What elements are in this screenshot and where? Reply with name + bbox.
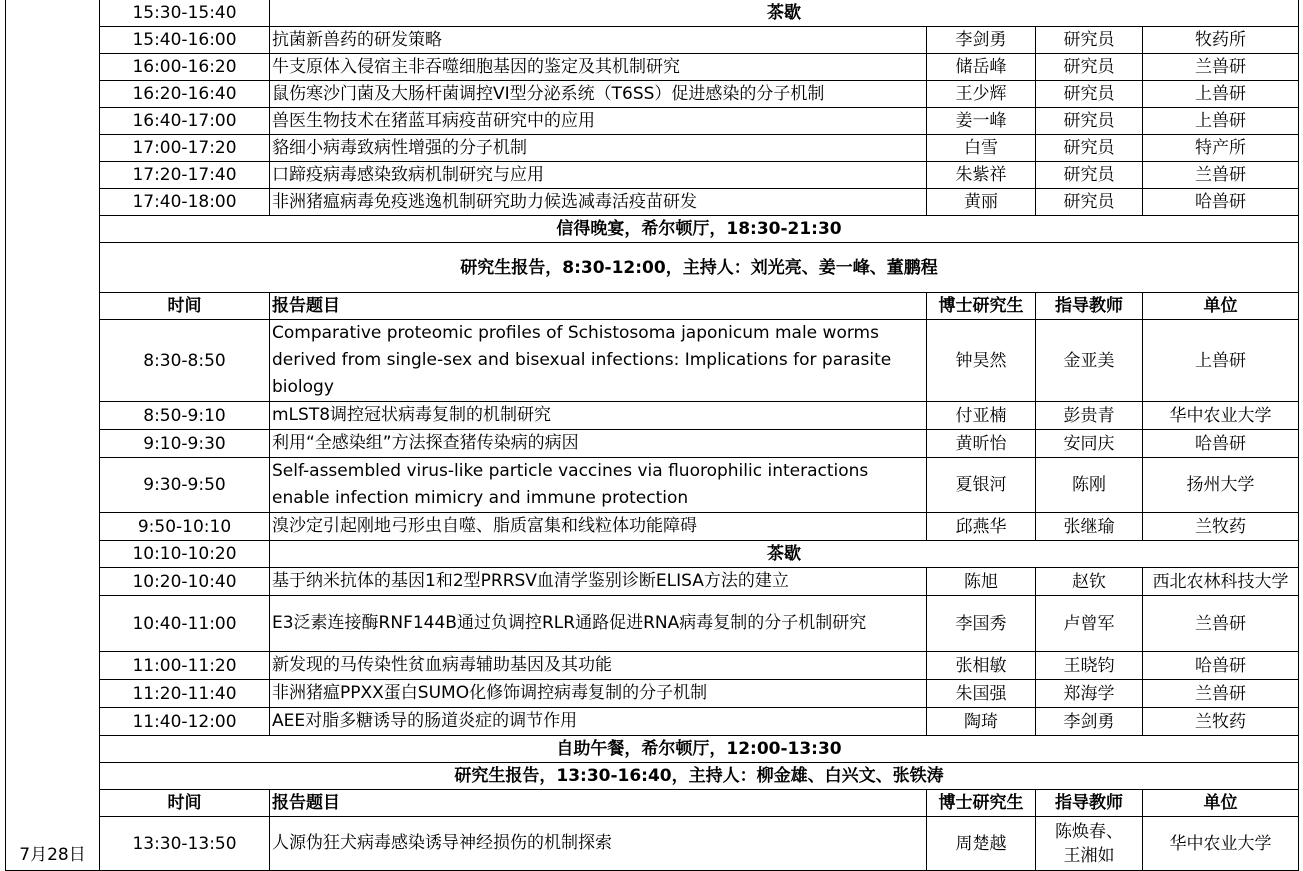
time-cell: 16:00-16:20 (100, 54, 270, 81)
table-row (6, 817, 1299, 871)
speaker-name: 王少辉 (927, 81, 1036, 108)
table-row (6, 680, 1299, 708)
table-row (6, 568, 1299, 596)
student-name: 黄昕怡 (927, 430, 1036, 458)
time-cell: 9:10-9:30 (100, 430, 270, 458)
time-cell: 17:00-17:20 (100, 135, 270, 162)
student-name: 陈旭 (927, 568, 1036, 596)
table-row (6, 790, 1299, 817)
dinner-banner: 信得晚宴，希尔顿厅，18:30-21:30 (100, 216, 1299, 243)
unit-name: 兰牧药 (1143, 708, 1299, 736)
talk-title: 貉细小病毒致病性增强的分子机制 (270, 135, 927, 162)
speaker-position: 研究员 (1036, 54, 1143, 81)
talk-title: 抗菌新兽药的研发策略 (270, 27, 927, 54)
talk-title: 基于纳米抗体的基因1和2型PRRSV血清学鉴别诊断ELISA方法的建立 (270, 568, 927, 596)
table-row (6, 27, 1299, 54)
student-name: 陶琦 (927, 708, 1036, 736)
date-cell: 7月28日 (6, 243, 100, 871)
speaker-position: 研究员 (1036, 135, 1143, 162)
header-time: 时间 (100, 293, 270, 320)
header-advisor: 指导教师 (1036, 790, 1143, 817)
break-label: 茶歇 (270, 541, 1299, 568)
table-row (6, 216, 1299, 243)
speaker-unit: 兰兽研 (1143, 162, 1299, 189)
talk-title: 利用“全感染组”方法探查猪传染病的病因 (270, 430, 927, 458)
header-time: 时间 (100, 790, 270, 817)
student-name: 周楚越 (927, 817, 1036, 871)
time-cell: 9:30-9:50 (100, 458, 270, 513)
student-name: 张相敏 (927, 652, 1036, 680)
header-unit: 单位 (1143, 293, 1299, 320)
advisor-name: 陈焕春、王湘如 (1036, 817, 1143, 871)
talk-title: Self-assembled virus-like particle vaccines via fluorophilic interactions enable infection mimicry and immune protection (270, 458, 927, 513)
talk-title: 牛支原体入侵宿主非吞噬细胞基因的鉴定及其机制研究 (270, 54, 927, 81)
advisor-name: 卢曾军 (1036, 596, 1143, 652)
table-row (6, 736, 1299, 763)
student-name: 钟昊然 (927, 320, 1036, 402)
unit-name: 兰兽研 (1143, 680, 1299, 708)
student-name: 邱燕华 (927, 513, 1036, 541)
unit-name: 兰兽研 (1143, 596, 1299, 652)
talk-title: Comparative proteomic profiles of Schistosoma japonicum male worms derived from single-sex and bisexual infections: Implications for parasite biology (270, 320, 927, 402)
table-row (6, 293, 1299, 320)
header-title: 报告题目 (270, 790, 927, 817)
speaker-position: 研究员 (1036, 162, 1143, 189)
session-heading-morning: 研究生报告，8:30-12:00，主持人：刘光亮、姜一峰、董鹏程 (100, 243, 1299, 293)
table-row (6, 763, 1299, 790)
table-row (6, 135, 1299, 162)
unit-name: 西北农林科技大学 (1143, 568, 1299, 596)
unit-name: 扬州大学 (1143, 458, 1299, 513)
time-cell: 10:20-10:40 (100, 568, 270, 596)
time-cell: 8:50-9:10 (100, 402, 270, 430)
talk-title: AEE对脂多糖诱导的肠道炎症的调节作用 (270, 708, 927, 736)
speaker-unit: 哈兽研 (1143, 189, 1299, 216)
table-row (6, 320, 1299, 402)
header-student: 博士研究生 (927, 790, 1036, 817)
header-student: 博士研究生 (927, 293, 1036, 320)
talk-title: E3泛素连接酶RNF144B通过负调控RLR通路促进RNA病毒复制的分子机制研究 (270, 596, 927, 652)
student-name: 朱国强 (927, 680, 1036, 708)
unit-name: 哈兽研 (1143, 430, 1299, 458)
time-cell: 10:10-10:20 (100, 541, 270, 568)
time-cell: 11:20-11:40 (100, 680, 270, 708)
speaker-position: 研究员 (1036, 27, 1143, 54)
advisor-name: 赵钦 (1036, 568, 1143, 596)
unit-name: 华中农业大学 (1143, 817, 1299, 871)
time-cell: 9:50-10:10 (100, 513, 270, 541)
session-heading-afternoon: 研究生报告，13:30-16:40，主持人：柳金雄、白兴文、张铁涛 (100, 763, 1299, 790)
time-cell: 15:30-15:40 (100, 0, 270, 27)
table-row (6, 652, 1299, 680)
talk-title: 溴沙定引起刚地弓形虫自噬、脂质富集和线粒体功能障碍 (270, 513, 927, 541)
talk-title: 口蹄疫病毒感染致病机制研究与应用 (270, 162, 927, 189)
time-cell: 15:40-16:00 (100, 27, 270, 54)
table-row (6, 243, 1299, 293)
table-row (6, 189, 1299, 216)
unit-name: 上兽研 (1143, 320, 1299, 402)
table-row (6, 458, 1299, 513)
speaker-name: 储岳峰 (927, 54, 1036, 81)
talk-title: 新发现的马传染性贫血病毒辅助基因及其功能 (270, 652, 927, 680)
table-row (6, 162, 1299, 189)
speaker-position: 研究员 (1036, 81, 1143, 108)
header-advisor: 指导教师 (1036, 293, 1143, 320)
header-title: 报告题目 (270, 293, 927, 320)
table-row (6, 402, 1299, 430)
advisor-name: 张继瑜 (1036, 513, 1143, 541)
time-cell: 17:20-17:40 (100, 162, 270, 189)
speaker-name: 姜一峰 (927, 108, 1036, 135)
advisor-name: 陈刚 (1036, 458, 1143, 513)
advisor-name: 李剑勇 (1036, 708, 1143, 736)
time-cell: 16:40-17:00 (100, 108, 270, 135)
table-row (6, 81, 1299, 108)
talk-title: 兽医生物技术在猪蓝耳病疫苗研究中的应用 (270, 108, 927, 135)
table-row (6, 108, 1299, 135)
speaker-unit: 兰兽研 (1143, 54, 1299, 81)
unit-name: 兰牧药 (1143, 513, 1299, 541)
table-row (6, 430, 1299, 458)
speaker-unit: 上兽研 (1143, 81, 1299, 108)
table-row (6, 708, 1299, 736)
advisor-name: 王晓钧 (1036, 652, 1143, 680)
time-cell: 17:40-18:00 (100, 189, 270, 216)
lunch-banner: 自助午餐，希尔顿厅，12:00-13:30 (100, 736, 1299, 763)
speaker-name: 黄丽 (927, 189, 1036, 216)
schedule-table (5, 0, 1299, 871)
talk-title: 非洲猪瘟PPXX蛋白SUMO化修饰调控病毒复制的分子机制 (270, 680, 927, 708)
unit-name: 华中农业大学 (1143, 402, 1299, 430)
talk-title: mLST8调控冠状病毒复制的机制研究 (270, 402, 927, 430)
student-name: 夏银河 (927, 458, 1036, 513)
break-label: 茶歇 (270, 0, 1299, 27)
table-row (6, 513, 1299, 541)
speaker-position: 研究员 (1036, 189, 1143, 216)
advisor-name: 安同庆 (1036, 430, 1143, 458)
student-name: 李国秀 (927, 596, 1036, 652)
speaker-position: 研究员 (1036, 108, 1143, 135)
talk-title: 非洲猪瘟病毒免疫逃逸机制研究助力候选减毒活疫苗研发 (270, 189, 927, 216)
student-name: 付亚楠 (927, 402, 1036, 430)
speaker-unit: 特产所 (1143, 135, 1299, 162)
table-row (6, 596, 1299, 652)
speaker-name: 李剑勇 (927, 27, 1036, 54)
advisor-name: 金亚美 (1036, 320, 1143, 402)
time-cell: 13:30-13:50 (100, 817, 270, 871)
table-row (6, 0, 1299, 27)
speaker-name: 白雪 (927, 135, 1036, 162)
header-unit: 单位 (1143, 790, 1299, 817)
advisor-name: 彭贵青 (1036, 402, 1143, 430)
speaker-name: 朱紫祥 (927, 162, 1036, 189)
time-cell: 8:30-8:50 (100, 320, 270, 402)
talk-title: 人源伪狂犬病毒感染诱导神经损伤的机制探索 (270, 817, 927, 871)
advisor-name: 郑海学 (1036, 680, 1143, 708)
time-cell: 16:20-16:40 (100, 81, 270, 108)
table-row (6, 541, 1299, 568)
time-cell: 11:00-11:20 (100, 652, 270, 680)
time-cell: 11:40-12:00 (100, 708, 270, 736)
speaker-unit: 牧药所 (1143, 27, 1299, 54)
speaker-unit: 上兽研 (1143, 108, 1299, 135)
unit-name: 哈兽研 (1143, 652, 1299, 680)
time-cell: 10:40-11:00 (100, 596, 270, 652)
table-row (6, 54, 1299, 81)
date-cell-previous (6, 0, 100, 243)
talk-title: 鼠伤寒沙门菌及大肠杆菌调控VI型分泌系统（T6SS）促进感染的分子机制 (270, 81, 927, 108)
